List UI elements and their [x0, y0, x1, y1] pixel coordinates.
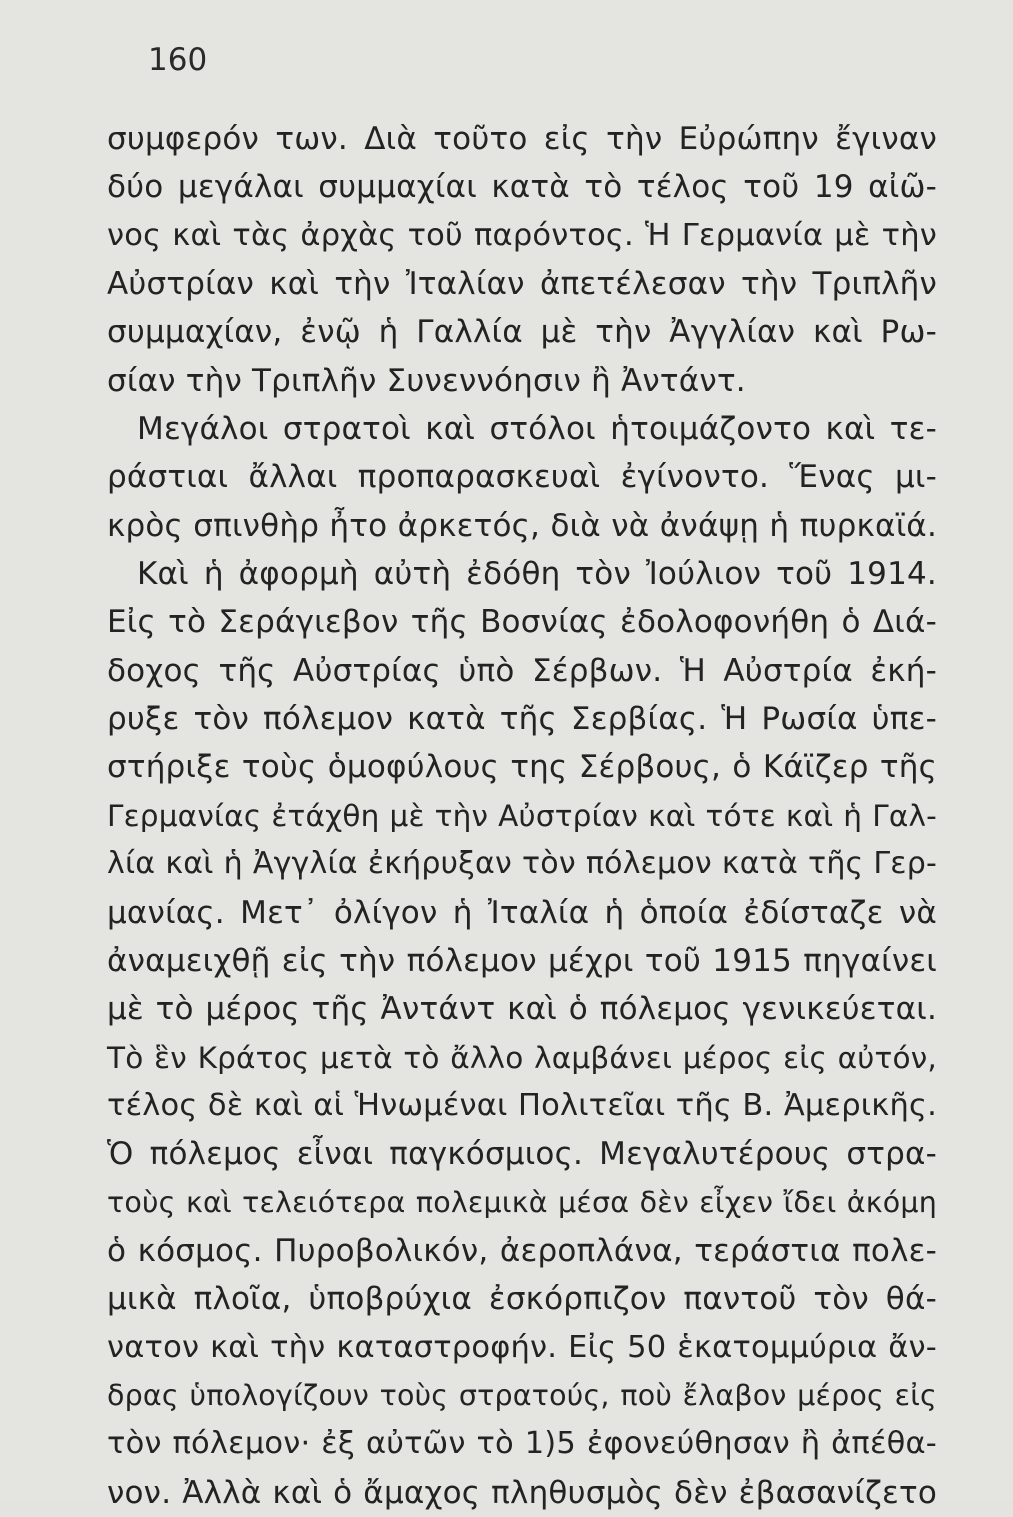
text-line: νος καὶ τὰς ἀρχὰς τοῦ παρόντος. Ἡ Γερμανία μὲ τὴν: [107, 217, 937, 253]
text-line: λία καὶ ἡ Ἀγγλία ἐκήρυξαν τὸν πόλεμον κατὰ τῆς Γερ-: [107, 846, 937, 882]
text-line: συμφερόν των. Διὰ τοῦτο εἰς τὴν Εὐρώπην ἔγιναν: [107, 121, 937, 157]
text-line: νον. Ἀλλὰ καὶ ὁ ἄμαχος πληθυσμὸς δὲν ἐβασανίζετο: [107, 1474, 937, 1511]
text-line: στήριξε τοὺς ὁμοφύλους της Σέρβους, ὁ Κάϊζερ τῆς: [107, 749, 937, 786]
text-line: Μεγάλοι στρατοὶ καὶ στόλοι ἡτοιμάζοντο καὶ τε-: [137, 411, 937, 448]
text-line: ρυξε τὸν πόλεμον κατὰ τῆς Σερβίας. Ἡ Ρωσία ὑπε-: [107, 701, 937, 738]
text-line: μανίας. Μετ᾽ ὀλίγον ἡ Ἰταλία ἡ ὁποία ἐδίσταζε νὰ: [107, 894, 937, 931]
text-line: δρας ὑπολογίζουν τοὺς στρατούς, ποὺ ἔλαβον μέρος εἰς: [107, 1378, 937, 1412]
body-text: [107, 115, 937, 1517]
text-line: μὲ τὸ μέρος τῆς Ἀντάντ καὶ ὁ πόλεμος γενικεύεται.: [107, 991, 937, 1028]
text-line: Γερμανίας ἐτάχθη μὲ τὴν Αὐστρίαν καὶ τότε καὶ ἡ Γαλ-: [107, 798, 937, 833]
text-line: τὸν πόλεμον· ἐξ αὐτῶν τὸ 1)5 ἐφονεύθησαν ἢ ἀπέθα-: [107, 1426, 937, 1462]
text-line: κρὸς σπινθὴρ ἦτο ἀρκετός, διὰ νὰ ἀνάψῃ ἡ πυρκαϊά.: [107, 507, 937, 544]
text-line: ὁ κόσμος. Πυροβολικόν, ἀεροπλάνα, τεράστια πολε-: [107, 1232, 937, 1269]
page-number: 160: [148, 42, 208, 78]
text-line: μικὰ πλοῖα, ὑποβρύχια ἐσκόρπιζον παντοῦ τὸν θά-: [107, 1281, 937, 1318]
text-line: νατον καὶ τὴν καταστροφήν. Εἰς 50 ἑκατομμύρια ἄν-: [107, 1329, 937, 1365]
text-line: Εἰς τὸ Σεράγιεβον τῆς Βοσνίας ἐδολοφονήθη ὁ Διά-: [107, 604, 937, 641]
text-line: Αὐστρίαν καὶ τὴν Ἰταλίαν ἀπετέλεσαν τὴν Τριπλῆν: [107, 266, 937, 303]
text-line: σίαν τὴν Τριπλῆν Συνεννόησιν ἢ Ἀντάντ.: [107, 362, 746, 399]
text-line: ράστιαι ἄλλαι προπαρασκευαὶ ἐγίνοντο. Ἕνας μι-: [107, 459, 937, 496]
text-line: Ὁ πόλεμος εἶναι παγκόσμιος. Μεγαλυτέρους στρα-: [107, 1136, 937, 1173]
text-line: Τὸ ἓν Κράτος μετὰ τὸ ἄλλο λαμβάνει μέρος εἰς αὐτόν,: [107, 1040, 937, 1075]
text-line: δύο μεγάλαι συμμαχίαι κατὰ τὸ τέλος τοῦ 19 αἰῶ-: [107, 169, 937, 206]
text-line: συμμαχίαν, ἐνῷ ἡ Γαλλία μὲ τὴν Ἀγγλίαν καὶ Ρω-: [107, 314, 937, 351]
text-line: τοὺς καὶ τελειότερα πολεμικὰ μέσα δὲν εἶχεν ἴδει ἀκόμη: [107, 1185, 937, 1219]
text-line: ἀναμειχθῇ εἰς τὴν πόλεμον μέχρι τοῦ 1915 πηγαίνει: [107, 942, 937, 979]
text-line: τέλος δὲ καὶ αἱ Ἡνωμέναι Πολιτεῖαι τῆς Β. Ἀμερικῆς.: [107, 1087, 937, 1123]
text-line: Καὶ ἡ ἀφορμὴ αὐτὴ ἐδόθη τὸν Ἰούλιον τοῦ 1914.: [137, 556, 937, 593]
text-line: δοχος τῆς Αὐστρίας ὑπὸ Σέρβων. Ἡ Αὐστρία ἐκή-: [107, 652, 937, 689]
